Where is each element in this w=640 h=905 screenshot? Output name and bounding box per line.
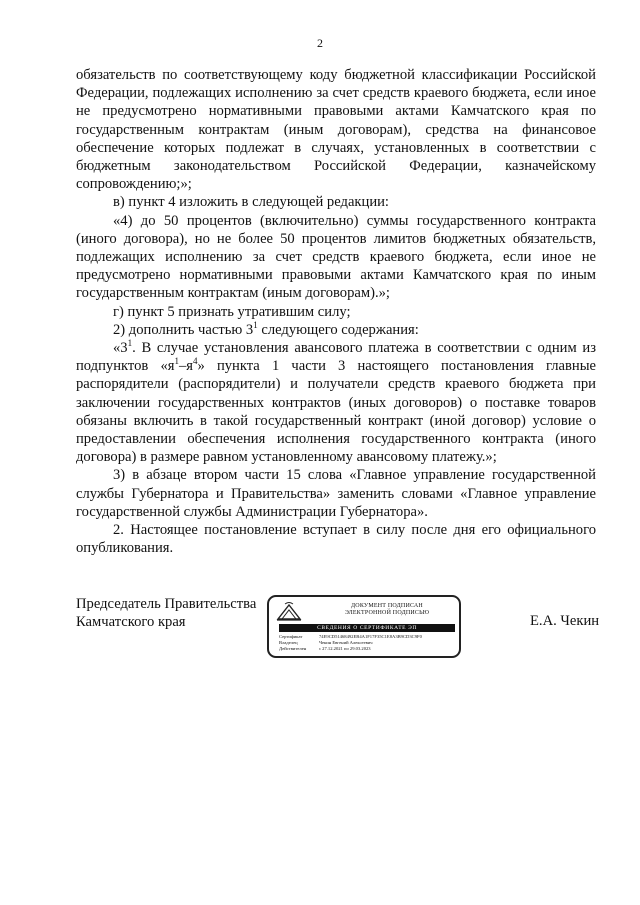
paragraph-item-g: г) пункт 5 признать утратившим силу; [113, 303, 351, 320]
signatory-name: Е.А. Чекин [530, 613, 600, 629]
paragraph-item-3: 3) в абзаце втором части 15 слова «Главное управление государственной службы Губернатора и Правительства» заменить словами «Главное управление государственной службы Администрации Губернатора». [76, 467, 596, 520]
stamp-row-valid: Действителен с 27.12.2021 по 29.03.2023 [279, 646, 371, 651]
stamp-details [279, 634, 459, 652]
stamp-line1: ДОКУМЕНТ ПОДПИСАН [351, 603, 423, 609]
paragraph-quote-3-1: «$3^1$. В случае установления авансового платежа в соответствии с одним из подпунктов «$я^1-я^4$» пункта 1 части 3 настоящего постановления главные распорядители (распорядители) и получатели средств краевого бюджета при заключении государственных контрактов (иных договоров) о поставке товаров обязаны включить в такой государственный контракт (иной договор) условие о предоставлении обеспечения исполнения государственного контракта (иного договора) в размере равном установленному авансовому платежу.»; [76, 338, 596, 466]
paragraph-quote-4: «4) до 50 процентов (включительно) суммы государственного контракта (иного договора), но не более 50 процентов лимитов бюджетных обязательств, подлежащих исполнению за счет средств краевого бюджета, если иное не предусмотрено нормативными правовыми актами Камчатского края по иным государственным контрактам (иным договорам).»; [76, 212, 596, 302]
stamp-row-cert: Сертификат 74E9CD51468492EB4A1F17F35C1E8A3B9CD3C9F0 [279, 634, 422, 639]
electronic-signature-stamp [267, 595, 461, 658]
signatory-title-line1: Председатель Правительства [76, 596, 257, 612]
stamp-row-owner: Владелец Чекин Евгений Алексеевич [279, 640, 373, 645]
coat-of-arms-icon [275, 601, 303, 621]
paragraph-item-2: 2) дополнить частью $3^1$ следующего содержания: [113, 319, 419, 338]
stamp-line2: ЭЛЕКТРОННОЙ ПОДПИСЬЮ [344, 610, 430, 616]
document-body [76, 66, 596, 557]
paragraph-effective-date: 2. Настоящее постановление вступает в силу после дня его официального опубликования. [76, 522, 596, 557]
signatory-title-line2: Камчатского края [76, 614, 186, 631]
stamp-heading [319, 603, 455, 617]
page-number: 2 [317, 36, 323, 50]
signatory-title [76, 595, 256, 631]
paragraph-continuation: обязательств по соответствующему коду бюджетной классификации Российской Федерации, подлежащих исполнению за счет средств краевого бюджета, если иное не предусмотрено нормативными правовыми актами Камчатского края по государственным контрактам (иным договорам), средства на финансовое обеспечение которых подлежат в случаях, установленных в соответствии с бюджетным законодательством Российской Федерации, казначейскому сопровождению;»; [76, 67, 596, 193]
stamp-cert-bar: СВЕДЕНИЯ О СЕРТИФИКАТЕ ЭП [279, 624, 455, 632]
paragraph-item-v: в) пункт 4 изложить в следующей редакции: [113, 194, 389, 211]
